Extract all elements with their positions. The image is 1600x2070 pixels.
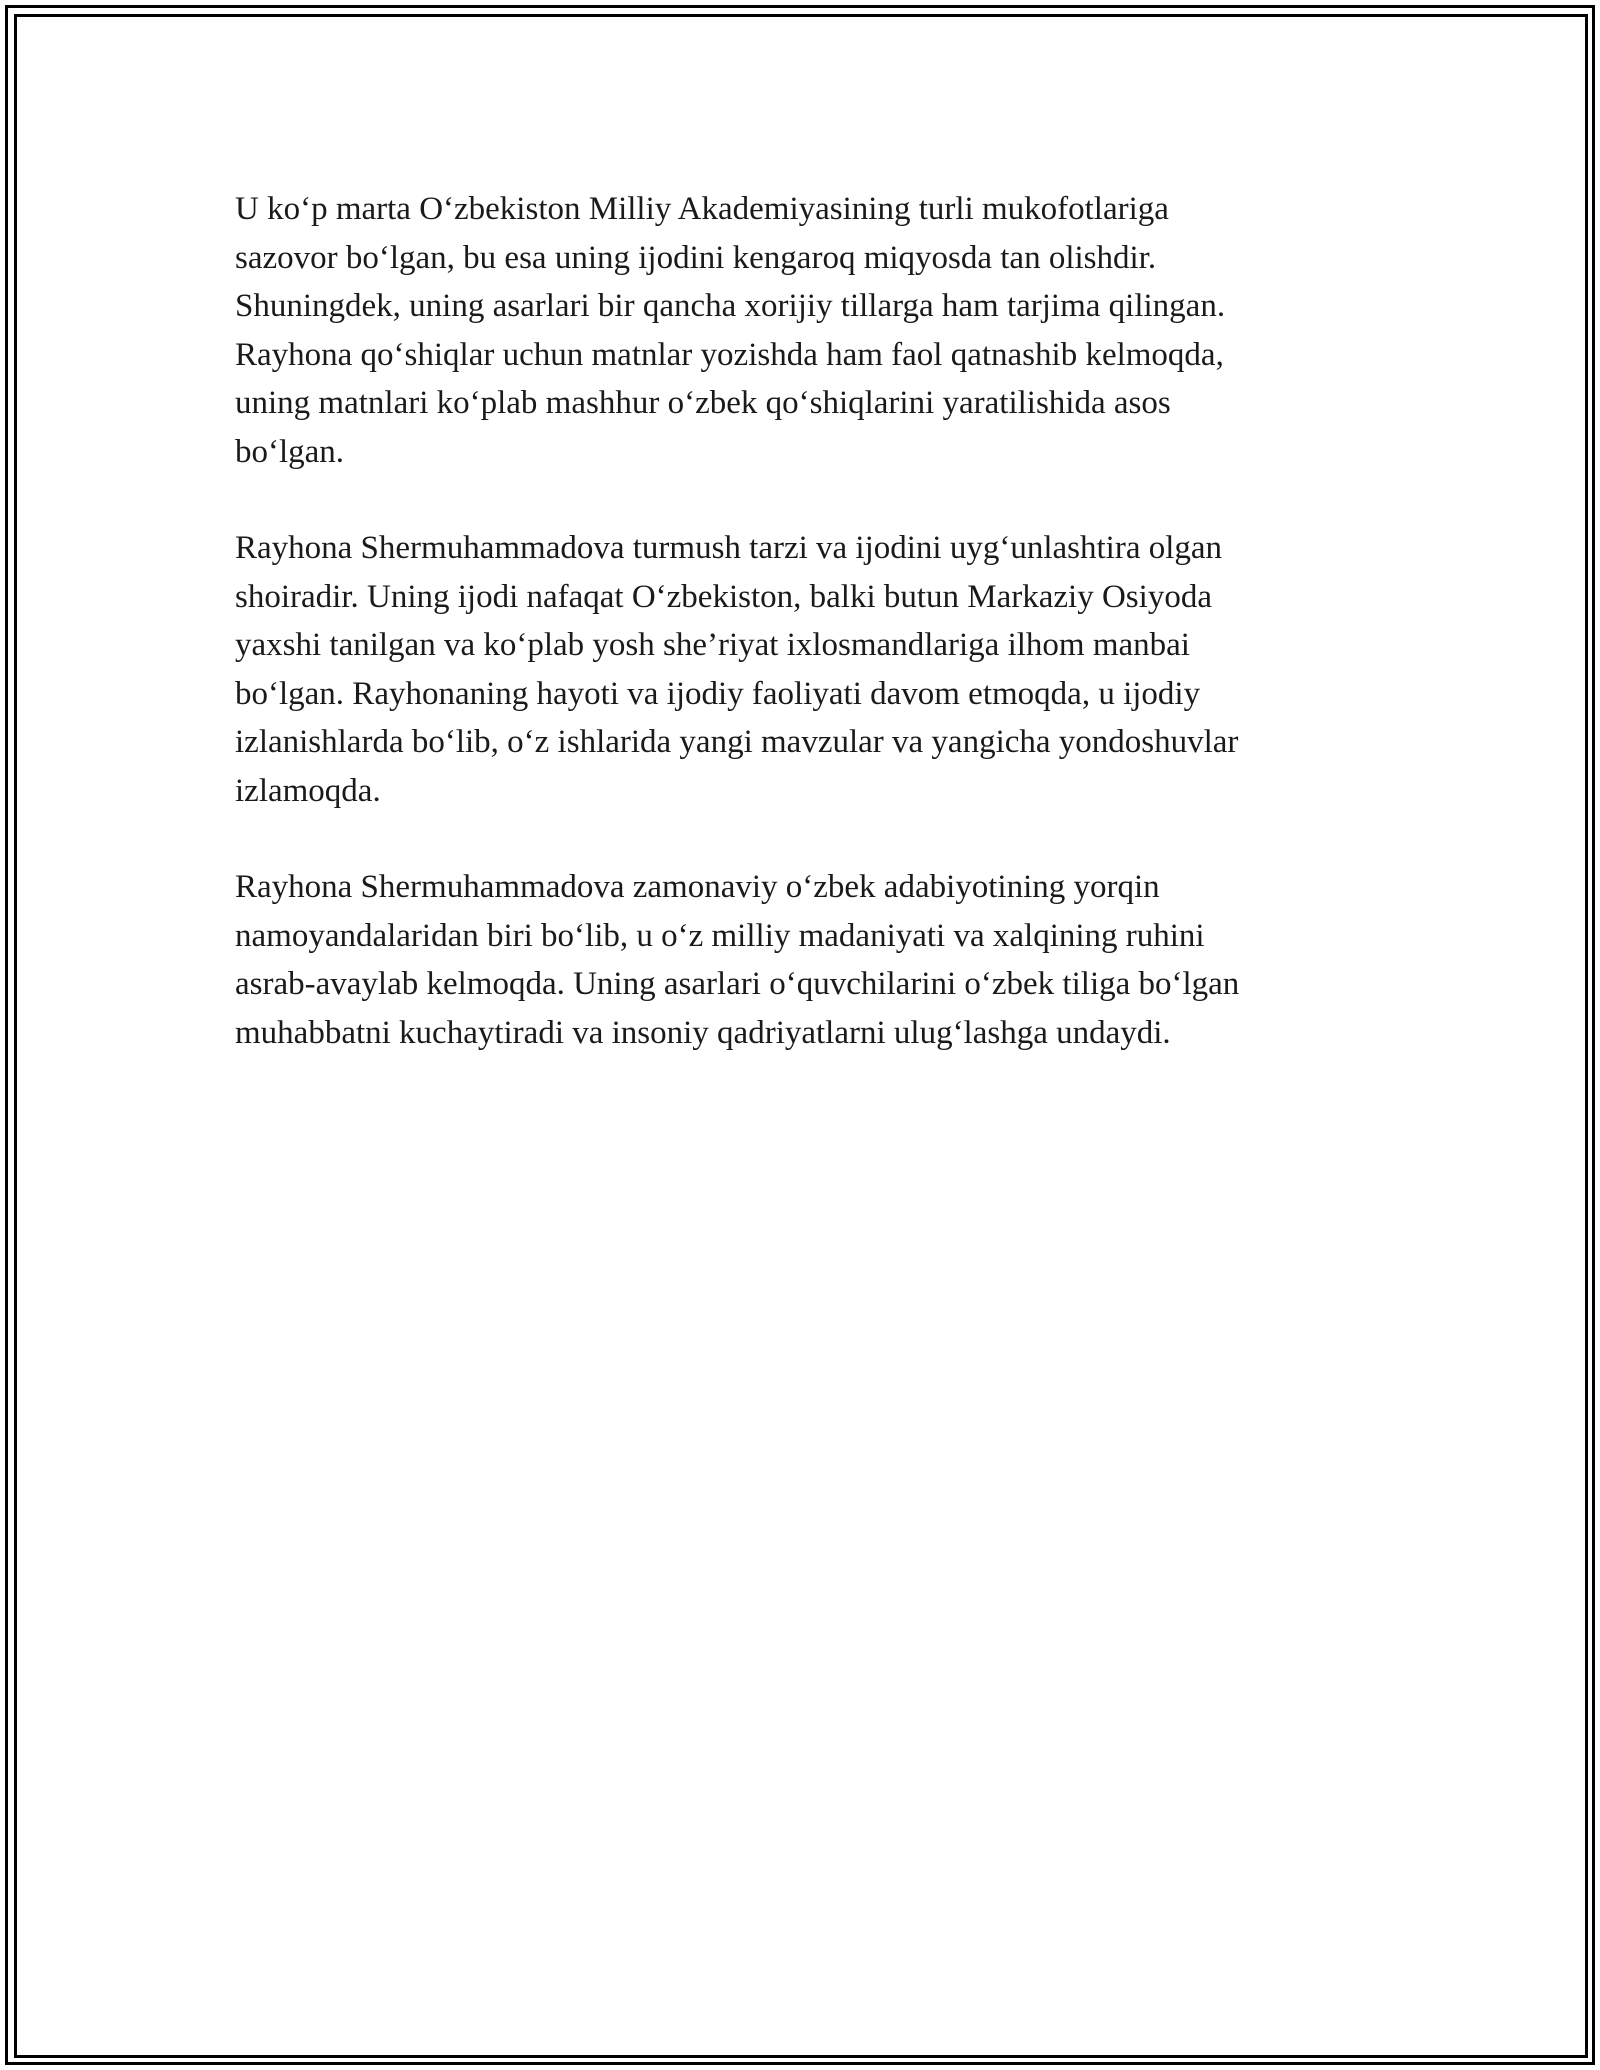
paragraph-2: Rayhona Shermuhammadova turmush tarzi va ijodini uyg‘unlashtira olgan shoiradir. Uning ijodi nafaqat O‘zbekiston, balki butun Markaziy Osiyoda yaxshi tanilgan va ko‘plab yosh she’riyat ixlosmandlariga ilhom manbai bo‘lgan. Rayhonaning hayoti va ijodiy faoliyati davom etmoqda, u ijodiy izlanishlarda bo‘lib, o‘z ishlarida yangi mavzular va yangicha yondoshuvlar izlamoqda. <box>235 530 1239 809</box>
document-body <box>235 185 1365 1105</box>
paragraph-3: Rayhona Shermuhammadova zamonaviy o‘zbek adabiyotining yorqin namoyandalaridan biri bo‘lib, u o‘z milliy madaniyati va xalqining ruhini asrab-avaylab kelmoqda. Uning asarlari o‘quvchilarini o‘zbek tiliga bo‘lgan muhabbatni kuchaytiradi va insoniy qadriyatlarni ulug‘lashga undaydi. <box>235 869 1240 1051</box>
paragraph-1: U ko‘p marta O‘zbekiston Milliy Akademiyasining turli mukofotlariga sazovor bo‘lgan, bu esa uning ijodini kengaroq miqyosda tan olishdir. Shuningdek, uning asarlari bir qancha xorijiy tillarga ham tarjima qilingan. Rayhona qo‘shiqlar uchun matnlar yozishda ham faol qatnashib kelmoqda, uning matnlari ko‘plab mashhur o‘zbek qo‘shiqlarini yaratilishida asos bo‘lgan. <box>235 191 1226 470</box>
